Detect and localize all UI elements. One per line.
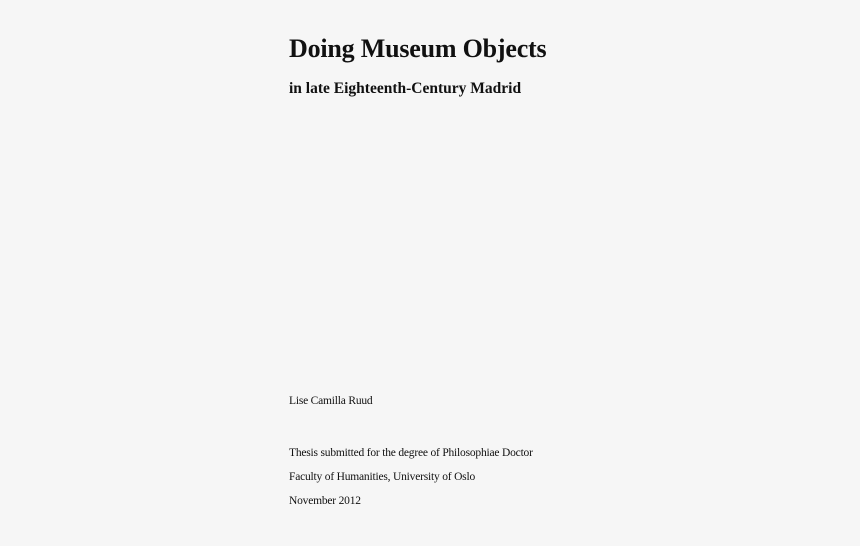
degree-statement: Thesis submitted for the degree of Philosophiae Doctor (289, 447, 533, 459)
submission-date: November 2012 (289, 495, 361, 507)
author-name: Lise Camilla Ruud (289, 395, 373, 407)
document-subtitle: in late Eighteenth-Century Madrid (289, 80, 522, 97)
document-title: Doing Museum Objects (289, 34, 547, 63)
faculty-institution: Faculty of Humanities, University of Oslo (289, 471, 475, 483)
